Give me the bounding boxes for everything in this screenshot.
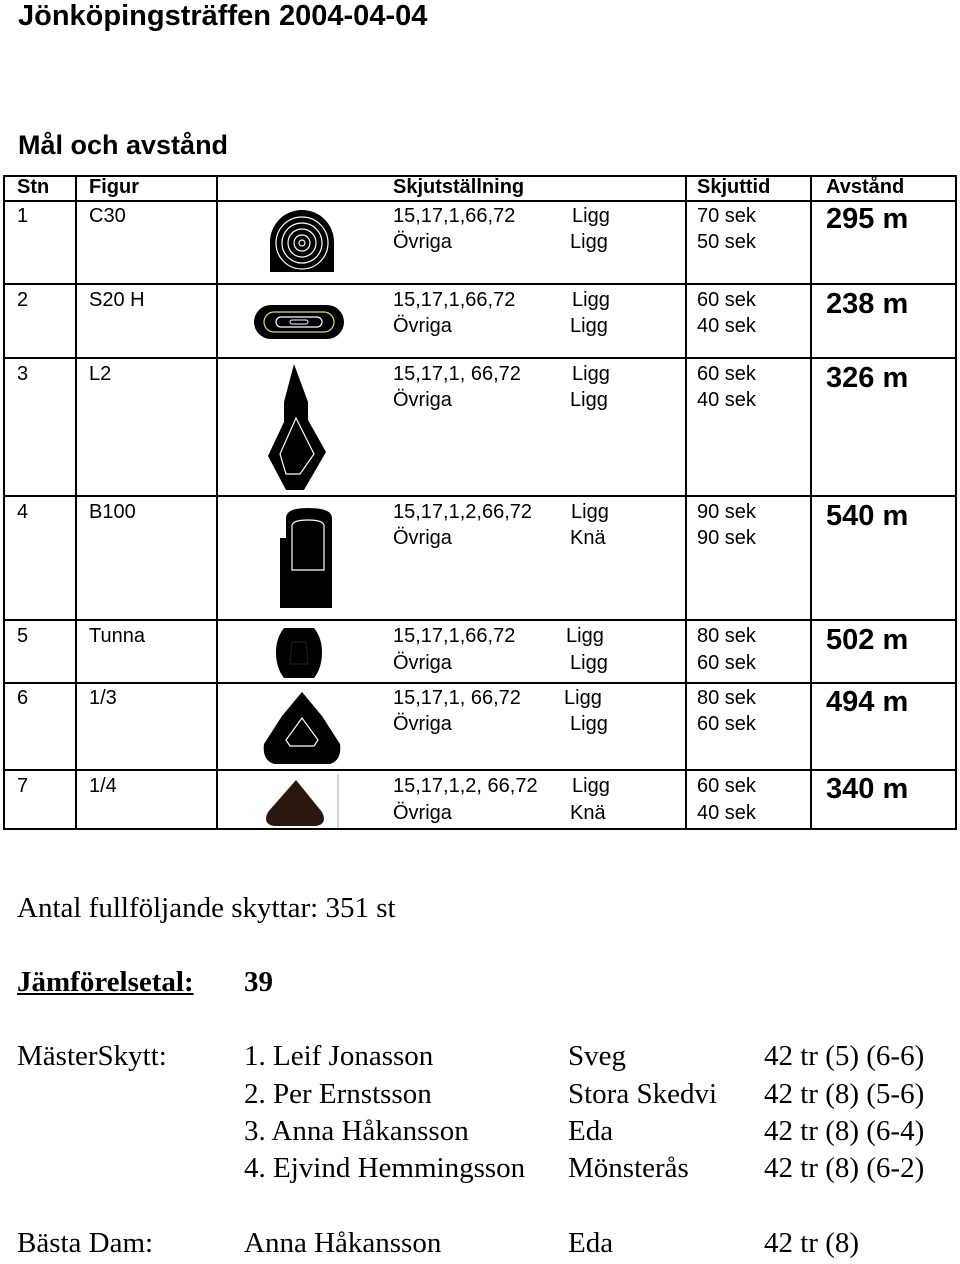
comparison-value: 39 <box>244 966 273 998</box>
target-c30-icon <box>264 206 340 278</box>
row-time2: 50 sek <box>697 231 756 253</box>
row-time1: 60 sek <box>697 775 756 797</box>
master-name: 1. Leif Jonasson <box>244 1040 434 1072</box>
row-st2: Ligg <box>570 231 608 253</box>
row-figur: C30 <box>89 205 126 227</box>
row-time2: 40 sek <box>697 802 756 824</box>
row-st2: Ligg <box>570 315 608 337</box>
row-st1: Ligg <box>572 775 610 797</box>
master-name: 3. Anna Håkansson <box>244 1115 469 1147</box>
row-stn: 6 <box>17 687 29 709</box>
row-time2: 60 sek <box>697 713 756 735</box>
row-distance: 494 m <box>826 686 909 718</box>
row-pos1: 15,17,1,66,72 <box>393 625 516 647</box>
row-time1: 60 sek <box>697 289 756 311</box>
row-pos2: Övriga <box>393 389 452 411</box>
row-time2: 90 sek <box>697 527 756 549</box>
row-time1: 60 sek <box>697 363 756 385</box>
target-b100-icon <box>278 504 340 612</box>
row-time1: 80 sek <box>697 625 756 647</box>
best-lady-score: 42 tr (8) <box>764 1227 860 1259</box>
row-distance: 340 m <box>826 773 909 805</box>
row-distance: 540 m <box>826 500 909 532</box>
header-skjuttid: Skjuttid <box>697 176 771 198</box>
row-stn: 7 <box>17 775 29 797</box>
row-pos2: Övriga <box>393 231 452 253</box>
row-figur: S20 H <box>89 289 145 311</box>
best-lady-club: Eda <box>568 1227 614 1259</box>
row-pos2: Övriga <box>393 315 452 337</box>
row-pos1: 15,17,1, 66,72 <box>393 363 521 385</box>
row-stn: 3 <box>17 363 29 385</box>
row-st1: Ligg <box>572 363 610 385</box>
row-time2: 60 sek <box>697 652 756 674</box>
row-distance: 238 m <box>826 288 909 320</box>
row-stn: 1 <box>17 205 29 227</box>
row-st1: Ligg <box>572 205 610 227</box>
row-pos1: 15,17,1,66,72 <box>393 205 516 227</box>
row-pos2: Övriga <box>393 713 452 735</box>
row-pos2: Övriga <box>393 802 452 824</box>
master-club: Mönsterås <box>568 1152 689 1184</box>
row-figur: Tunna <box>89 625 145 647</box>
row-distance: 295 m <box>826 203 909 235</box>
row-stn: 4 <box>17 501 29 523</box>
header-skjutstallning: Skjutställning <box>393 176 525 198</box>
row-distance: 502 m <box>826 624 909 656</box>
row-stn: 2 <box>17 289 29 311</box>
row-time2: 40 sek <box>697 389 756 411</box>
row-st1: Ligg <box>572 289 610 311</box>
row-st2: Knä <box>570 527 606 549</box>
target-tunna-icon <box>274 624 324 682</box>
row-st1: Ligg <box>571 501 609 523</box>
row-time1: 80 sek <box>697 687 756 709</box>
row-pos2: Övriga <box>393 527 452 549</box>
comparison-label: Jämförelsetal: <box>17 966 194 998</box>
row-figur: L2 <box>89 363 112 385</box>
row-time2: 40 sek <box>697 315 756 337</box>
row-st2: Ligg <box>570 389 608 411</box>
masters-label: MästerSkytt: <box>17 1040 167 1072</box>
target-l2-icon <box>264 362 332 494</box>
master-score: 42 tr (8) (6-4) <box>764 1115 925 1147</box>
master-name: 2. Per Ernstsson <box>244 1078 432 1110</box>
row-st2: Knä <box>570 802 606 824</box>
master-club: Eda <box>568 1115 614 1147</box>
master-club: Sveg <box>568 1040 626 1072</box>
row-pos1: 15,17,1, 66,72 <box>393 687 521 709</box>
row-stn: 5 <box>17 625 29 647</box>
row-st1: Ligg <box>564 687 602 709</box>
row-figur: 1/3 <box>89 687 117 709</box>
target-third-icon <box>260 688 344 768</box>
master-score: 42 tr (8) (5-6) <box>764 1078 925 1110</box>
master-club: Stora Skedvi <box>568 1078 718 1110</box>
row-distance: 326 m <box>826 362 909 394</box>
row-pos1: 15,17,1,66,72 <box>393 289 516 311</box>
row-figur: 1/4 <box>89 775 117 797</box>
row-st2: Ligg <box>570 652 608 674</box>
master-name: 4. Ejvind Hemmingsson <box>244 1152 526 1184</box>
best-lady-name: Anna Håkansson <box>244 1227 442 1259</box>
row-pos1: 15,17,1,2, 66,72 <box>393 775 538 797</box>
target-quarter-icon <box>254 774 340 830</box>
row-st1: Ligg <box>566 625 604 647</box>
section-title: Mål och avstånd <box>18 130 229 160</box>
master-score: 42 tr (5) (6-6) <box>764 1040 925 1072</box>
row-pos2: Övriga <box>393 652 452 674</box>
best-lady-label: Bästa Dam: <box>17 1227 154 1259</box>
row-time1: 70 sek <box>697 205 756 227</box>
master-score: 42 tr (8) (6-2) <box>764 1152 925 1184</box>
row-pos1: 15,17,1,2,66,72 <box>393 501 533 523</box>
row-st2: Ligg <box>570 713 608 735</box>
page-title: Jönköpingsträffen 2004-04-04 <box>18 0 428 32</box>
header-stn: Stn <box>17 176 50 198</box>
header-avstand: Avstånd <box>826 176 905 198</box>
row-time1: 90 sek <box>697 501 756 523</box>
header-figur: Figur <box>89 176 139 198</box>
target-s20h-icon <box>252 302 346 342</box>
participants-count: Antal fullföljande skyttar: 351 st <box>17 892 396 924</box>
row-figur: B100 <box>89 501 136 523</box>
